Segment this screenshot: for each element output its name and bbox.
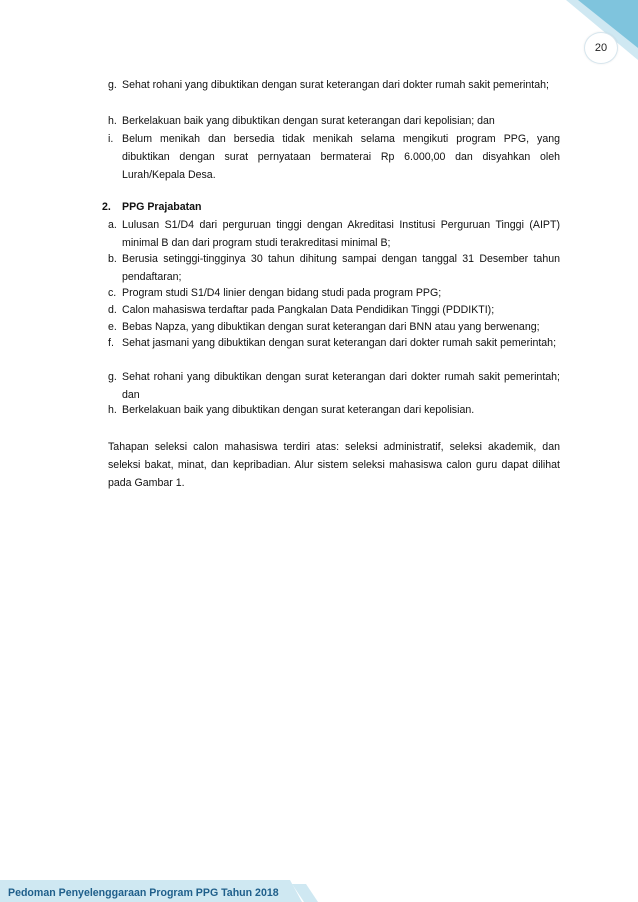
list-item [108, 334, 560, 352]
list-item-text: Berkelakuan baik yang dibuktikan dengan surat keterangan dari kepolisian; dan [122, 115, 495, 127]
list-item [108, 112, 560, 130]
list-marker: d. [108, 304, 117, 316]
list-item-text: Sehat jasmani yang dibuktikan dengan surat keterangan dari dokter rumah sakit pemerintah; [122, 337, 557, 349]
list-item [108, 250, 560, 286]
section-number: 2. [102, 201, 111, 213]
list-marker: g. [108, 371, 117, 383]
list-item-text: Berusia setinggi-tingginya 30 tahun dihitung sampai dengan tanggal 31 Desember tahun pendaftaran; [122, 253, 560, 283]
list-item [108, 284, 560, 302]
list-item-text: Program studi S1/D4 linier dengan bidang studi pada program PPG; [122, 287, 442, 299]
list-marker: c. [108, 287, 117, 299]
list-item-text: Sehat rohani yang dibuktikan dengan surat keterangan dari dokter rumah sakit pemerintah; dan [122, 371, 560, 401]
list-marker: h. [108, 404, 117, 416]
body-paragraph: Tahapan seleksi calon mahasiswa terdiri atas: seleksi administratif, seleksi akademik, dan seleksi bakat, minat, dan kepribadian. Alur sistem seleksi mahasiswa calon guru dapat dilihat pada Gambar 1. [108, 441, 560, 489]
list-item [108, 76, 560, 94]
list-item-text: Bebas Napza, yang dibuktikan dengan surat keterangan dari BNN atau yang berwenang; [122, 321, 540, 333]
list-item-text: Lulusan S1/D4 dari perguruan tinggi dengan Akreditasi Institusi Perguruan Tinggi (AIPT) minimal B dan dari program studi terakreditasi minimal B; [122, 219, 560, 249]
list-item [108, 216, 560, 252]
list-marker: a. [108, 219, 117, 231]
list-item-text: Belum menikah dan bersedia tidak menikah selama mengikuti program PPG, yang dibuktikan dengan surat pernyataan bermaterai Rp 6.000,00 dan disyahkan oleh Lurah/Kepala Desa. [122, 133, 560, 181]
list-item [108, 368, 560, 404]
section-title: PPG Prajabatan [122, 201, 202, 213]
list-marker: g. [108, 79, 117, 91]
list-marker: i. [108, 133, 114, 145]
footer-title: Pedoman Penyelenggaraan Program PPG Tahun 2018 [8, 887, 279, 899]
section-heading [102, 198, 201, 216]
list-item [108, 130, 560, 184]
list-item [108, 401, 560, 419]
list-marker: f. [108, 337, 114, 349]
list-item [108, 301, 560, 319]
list-item-text: Berkelakuan baik yang dibuktikan dengan surat keterangan dari kepolisian. [122, 404, 475, 416]
list-marker: h. [108, 115, 117, 127]
list-marker: b. [108, 253, 117, 265]
list-item-text: Sehat rohani yang dibuktikan dengan surat keterangan dari dokter rumah sakit pemerintah; [122, 79, 549, 91]
page-number: 20 [584, 32, 618, 64]
list-item-text: Calon mahasiswa terdaftar pada Pangkalan Data Pendidikan Tinggi (PDDIKTI); [122, 304, 495, 316]
list-marker: e. [108, 321, 117, 333]
